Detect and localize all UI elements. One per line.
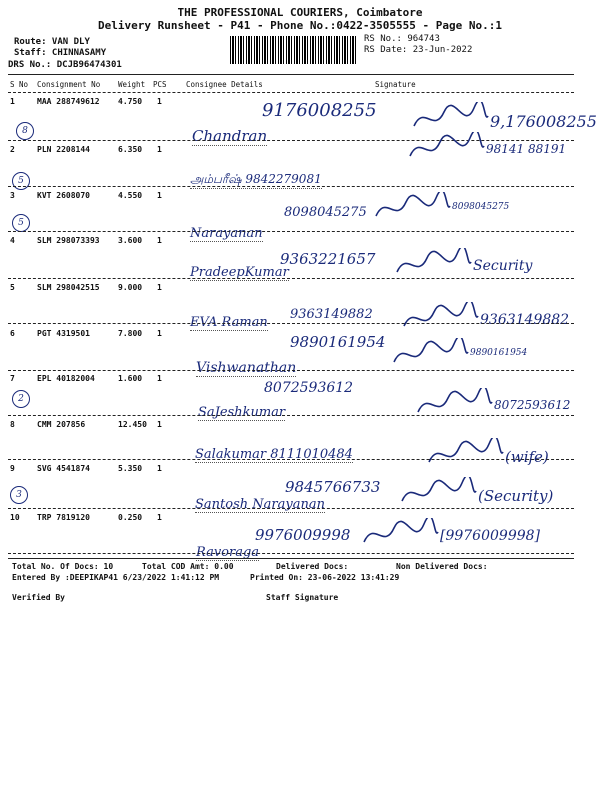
runsheet-title: Delivery Runsheet - P41 - Phone No.:0422-3505555 - Page No.:1: [98, 19, 502, 32]
signature-scribble: [398, 477, 478, 511]
row-pcs: 1: [157, 420, 162, 429]
row-pcs: 1: [157, 283, 162, 292]
col-signature: Signature: [375, 80, 416, 89]
row-pcs: 1: [157, 145, 162, 154]
signature-scribble: [390, 338, 470, 372]
row-consignment-no: SVG 4541874: [37, 464, 90, 473]
row-sno: 5: [10, 283, 15, 292]
row-divider: [8, 508, 574, 509]
row-signature-note: [9976009998]: [440, 528, 540, 544]
row-weight: 7.800: [118, 329, 143, 338]
entered-by: Entered By :DEEPIKAP41 6/23/2022 1:41:12 PM: [12, 573, 220, 582]
row-signature-note: Security: [473, 258, 533, 274]
route-label: Route: VAN DLY: [14, 37, 90, 47]
row-weight: 4.550: [118, 191, 143, 200]
col-weight: Weight: [118, 80, 146, 89]
signature-scribble: [393, 248, 473, 282]
company-title: THE PROFESSIONAL COURIERS, Coimbatore: [177, 6, 423, 19]
row-handwritten-phone: 9363221657: [280, 250, 376, 268]
row-circled-mark: 5: [12, 172, 30, 190]
row-consignment-no: EPL 40182004: [37, 374, 95, 383]
signature-scribble: [360, 518, 440, 552]
staff-label: Staff: CHINNASAMY: [14, 48, 107, 58]
row-sno: 2: [10, 145, 15, 154]
row-circled-mark: 2: [12, 390, 30, 408]
row-handwritten-phone: 9845766733: [285, 478, 381, 496]
row-pcs: 1: [157, 513, 162, 522]
row-signature-note: 9363149882: [480, 312, 570, 328]
drs-number: DRS No.: DCJB96474301: [8, 60, 122, 70]
row-sno: 3: [10, 191, 15, 200]
total-docs: Total No. Of Docs: 10: [12, 562, 114, 571]
row-signature-note: 8098045275: [452, 202, 510, 212]
row-consignment-no: SLM 298042515: [37, 283, 100, 292]
col-consignment: Consignment No: [37, 80, 101, 89]
row-sno: 6: [10, 329, 15, 338]
row-handwritten-name: அம்பரீஷ் 9842279081: [190, 172, 322, 189]
printed-on: Printed On: 23-06-2022 13:41:29: [250, 573, 400, 582]
row-handwritten-name: Ravoraga: [196, 545, 260, 560]
row-weight: 4.750: [118, 97, 143, 106]
row-handwritten-phone: 9976009998: [255, 526, 351, 544]
row-handwritten-phone: 9363149882: [290, 307, 373, 322]
row-consignment-no: PGT 4319501: [37, 329, 90, 338]
row-pcs: 1: [157, 329, 162, 338]
row-signature-note: (wife): [505, 448, 549, 466]
verified-by: Verified By: [12, 593, 65, 602]
row-handwritten-name: PradeepKumar: [190, 265, 289, 280]
signature-scribble: [372, 192, 452, 226]
signature-scribble: [400, 302, 480, 336]
row-sno: 10: [10, 513, 20, 522]
col-sno: S No: [10, 80, 29, 89]
non-delivered-docs: Non Delivered Docs:: [396, 562, 488, 571]
row-consignment-no: MAA 288749612: [37, 97, 100, 106]
signature-scribble: [410, 102, 490, 136]
row-signature-note: 8072593612: [494, 398, 571, 412]
signature-scribble: [406, 132, 486, 166]
row-signature-note: 9,176008255: [490, 112, 597, 131]
row-divider: [8, 553, 574, 554]
rs-date: RS Date: 23-Jun-2022: [364, 45, 473, 55]
rs-number: RS No.: 964743: [364, 34, 440, 44]
col-pcs: PCS: [153, 80, 167, 89]
row-divider: [8, 415, 574, 416]
row-handwritten-phone: 8072593612: [264, 380, 354, 396]
row-divider: [8, 231, 574, 232]
row-handwritten-name: EVA Raman: [190, 315, 268, 330]
row-divider: [8, 459, 574, 460]
row-signature-note: 98141 88191: [486, 142, 567, 156]
row-sno: 8: [10, 420, 15, 429]
row-divider: [8, 323, 574, 324]
row-handwritten-phone: 9890161954: [290, 333, 386, 351]
row-weight: 1.600: [118, 374, 143, 383]
col-consignee-details: Consignee Details: [186, 80, 263, 89]
row-sno: 7: [10, 374, 15, 383]
row-circled-mark: 8: [16, 122, 34, 140]
row-pcs: 1: [157, 464, 162, 473]
row-circled-mark: 3: [10, 486, 28, 504]
row-sno: 4: [10, 236, 15, 245]
signature-scribble: [425, 438, 505, 472]
row-pcs: 1: [157, 374, 162, 383]
total-cod: Total COD Amt: 0.00: [142, 562, 234, 571]
row-consignment-no: TRP 7819120: [37, 513, 90, 522]
table-bottom-rule: [8, 558, 574, 559]
row-handwritten-name: Vishwanathan: [196, 360, 297, 376]
row-divider: [8, 140, 574, 141]
row-handwritten-name: Salakumar 8111010484: [195, 447, 353, 462]
row-consignment-no: PLN 2208144: [37, 145, 90, 154]
row-signature-note: (Security): [478, 487, 554, 505]
row-pcs: 1: [157, 191, 162, 200]
row-pcs: 1: [157, 97, 162, 106]
row-consignment-no: CMM 207856: [37, 420, 86, 429]
row-weight: 5.350: [118, 464, 143, 473]
row-divider: [8, 370, 574, 371]
row-divider: [8, 186, 574, 187]
row-weight: 12.450: [118, 420, 147, 429]
row-handwritten-name: Chandran: [192, 127, 268, 145]
row-sno: 1: [10, 97, 15, 106]
row-circled-mark: 5: [12, 214, 30, 232]
row-handwritten-name: SaJeshkumar: [198, 405, 286, 420]
row-consignment-no: SLM 298073393: [37, 236, 100, 245]
row-handwritten-phone: 9176008255: [262, 100, 377, 121]
row-handwritten-phone: 8098045275: [284, 205, 367, 220]
row-weight: 0.250: [118, 513, 143, 522]
row-pcs: 1: [157, 236, 162, 245]
row-sno: 9: [10, 464, 15, 473]
delivered-docs: Delivered Docs:: [276, 562, 349, 571]
table-top-rule: [8, 74, 574, 75]
row-weight: 6.350: [118, 145, 143, 154]
row-weight: 9.000: [118, 283, 143, 292]
row-divider: [8, 278, 574, 279]
row-handwritten-name: Santosh Narayanan: [195, 497, 325, 512]
signature-scribble: [414, 388, 494, 422]
barcode: [230, 36, 358, 64]
row-handwritten-name: Narayanan: [190, 226, 263, 241]
header-rule: [8, 92, 574, 93]
row-consignment-no: KVT 2608070: [37, 191, 90, 200]
staff-signature: Staff Signature: [266, 593, 339, 602]
row-weight: 3.600: [118, 236, 143, 245]
row-signature-note: 9890161954: [470, 348, 528, 358]
